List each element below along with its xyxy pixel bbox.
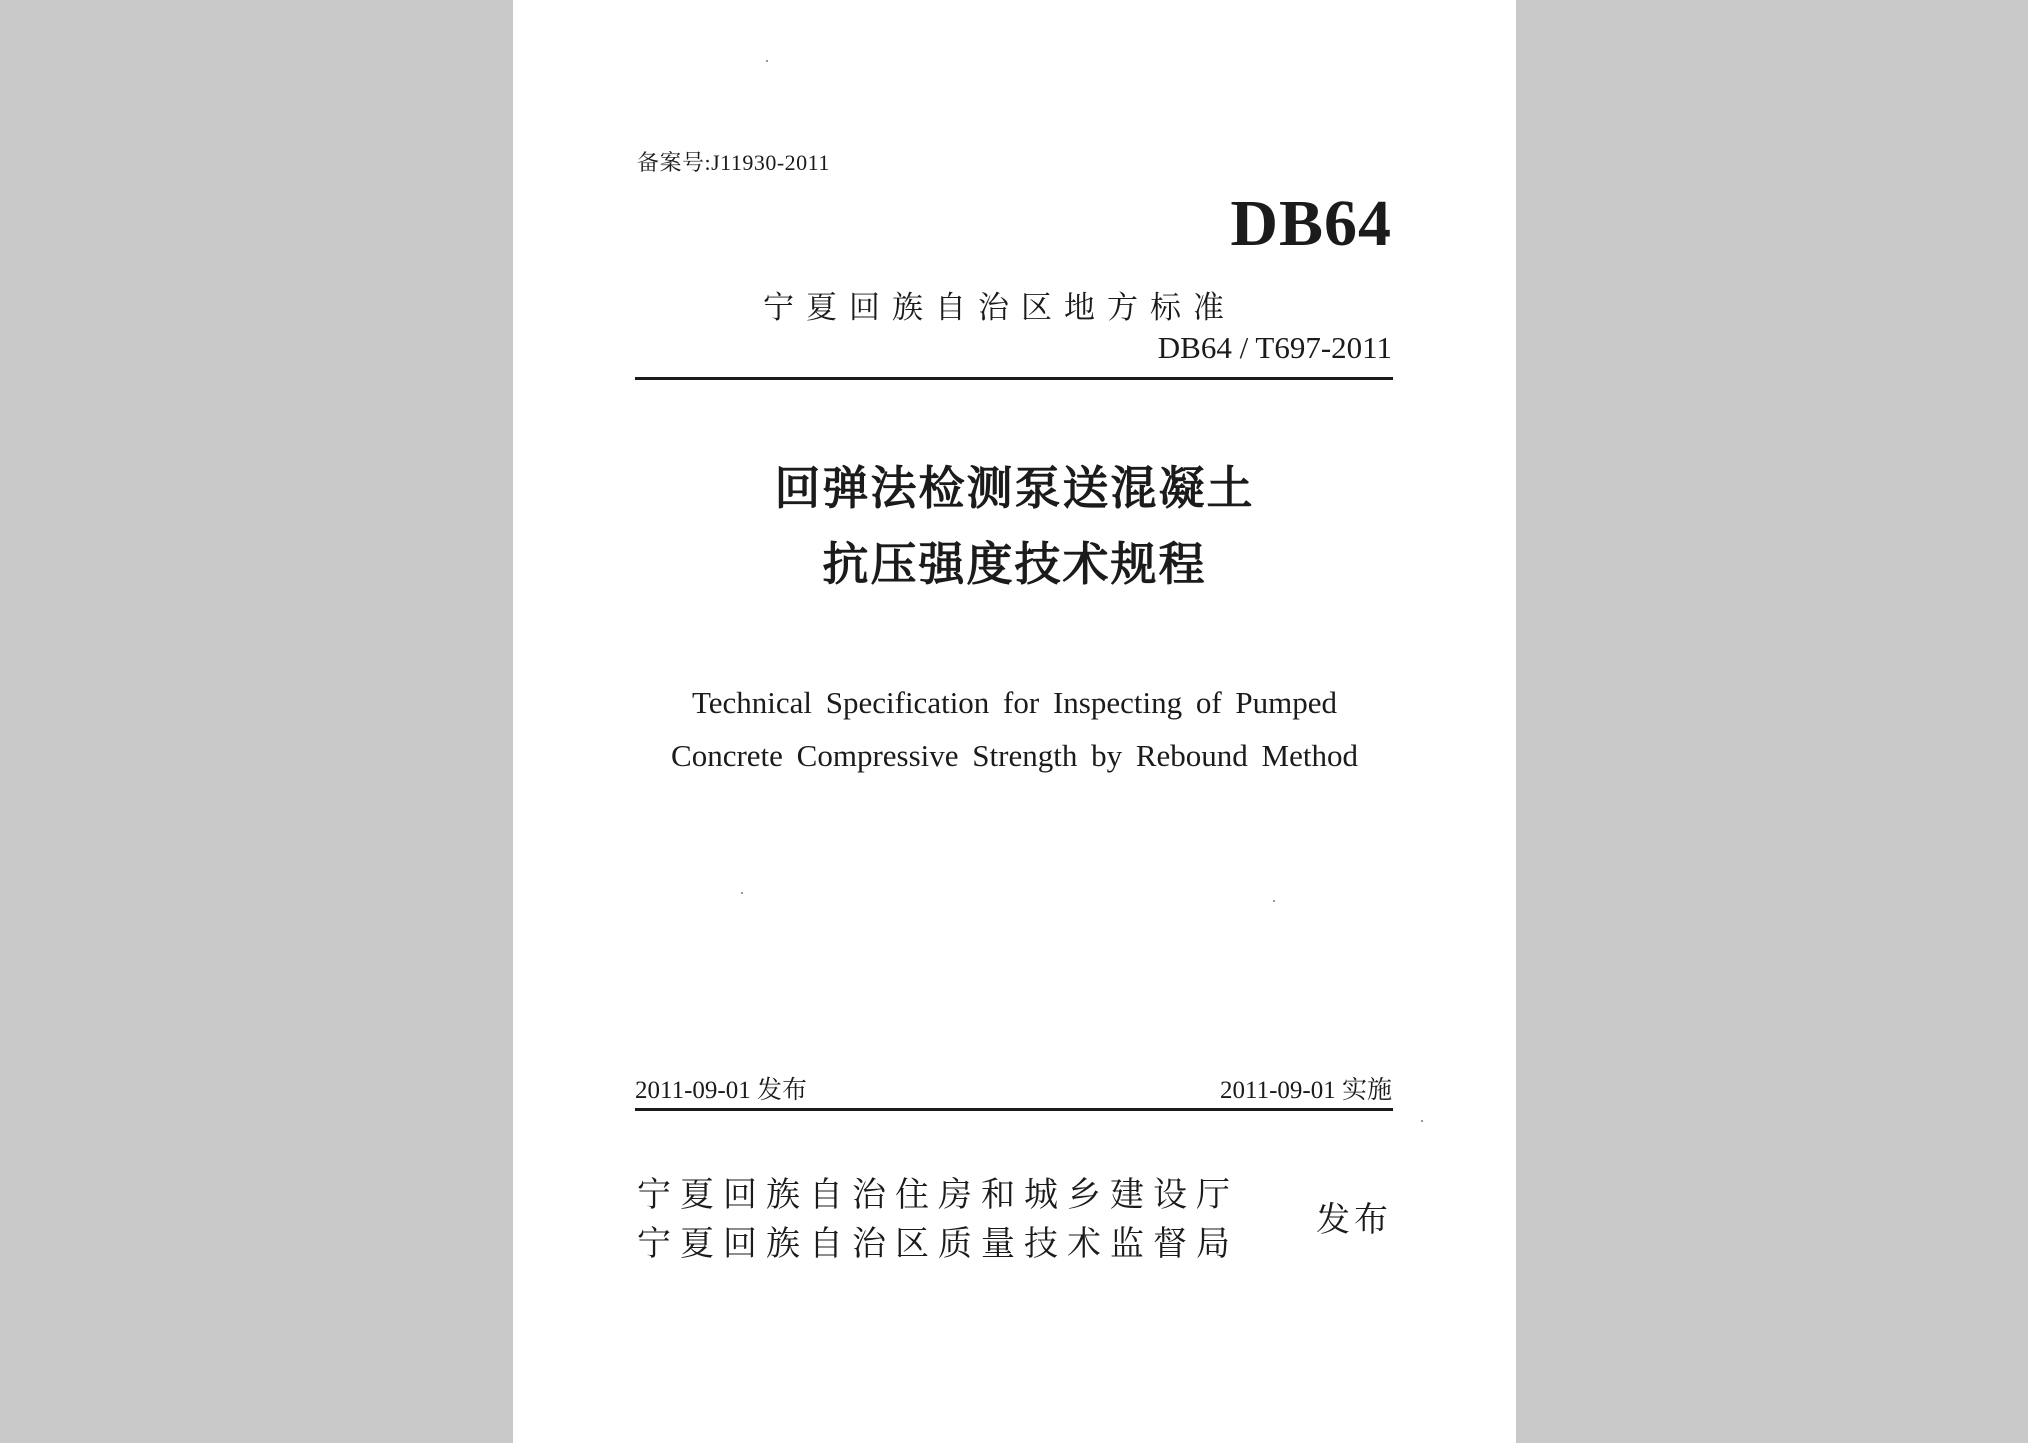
issue-date: 2011-09-01 发布 — [635, 1077, 807, 1104]
scan-speck — [1273, 900, 1275, 902]
implementation-date: 2011-09-01 实施 — [1220, 1077, 1392, 1104]
bottom-divider — [635, 1108, 1393, 1111]
scan-speck — [766, 60, 768, 62]
standard-number: DB64 / T697-2011 — [1157, 330, 1392, 365]
title-en-line1: Technical Specification for Inspecting of Pumped — [691, 685, 1338, 720]
top-divider — [635, 377, 1393, 380]
issuer-line2: 宁夏回族自治区质量技术监督局 — [637, 1224, 1239, 1264]
issuer-line1: 宁夏回族自治住房和城乡建设厅 — [637, 1175, 1239, 1215]
scan-speck — [1421, 1120, 1423, 1122]
standard-level: 宁夏回族自治区地方标准 — [763, 290, 1236, 326]
scan-speck — [741, 892, 743, 894]
title-cn-line2: 抗压强度技术规程 — [822, 537, 1207, 591]
title-en-line2: Concrete Compressive Strength by Rebound Method — [671, 738, 1358, 773]
publish-label: 发布 — [1316, 1200, 1392, 1240]
title-cn-line1: 回弹法检测泵送混凝土 — [774, 461, 1255, 515]
record-number: 备案号:J11930-2011 — [637, 150, 830, 175]
standard-code: DB64 — [1230, 187, 1392, 260]
document-page — [513, 0, 1516, 1443]
